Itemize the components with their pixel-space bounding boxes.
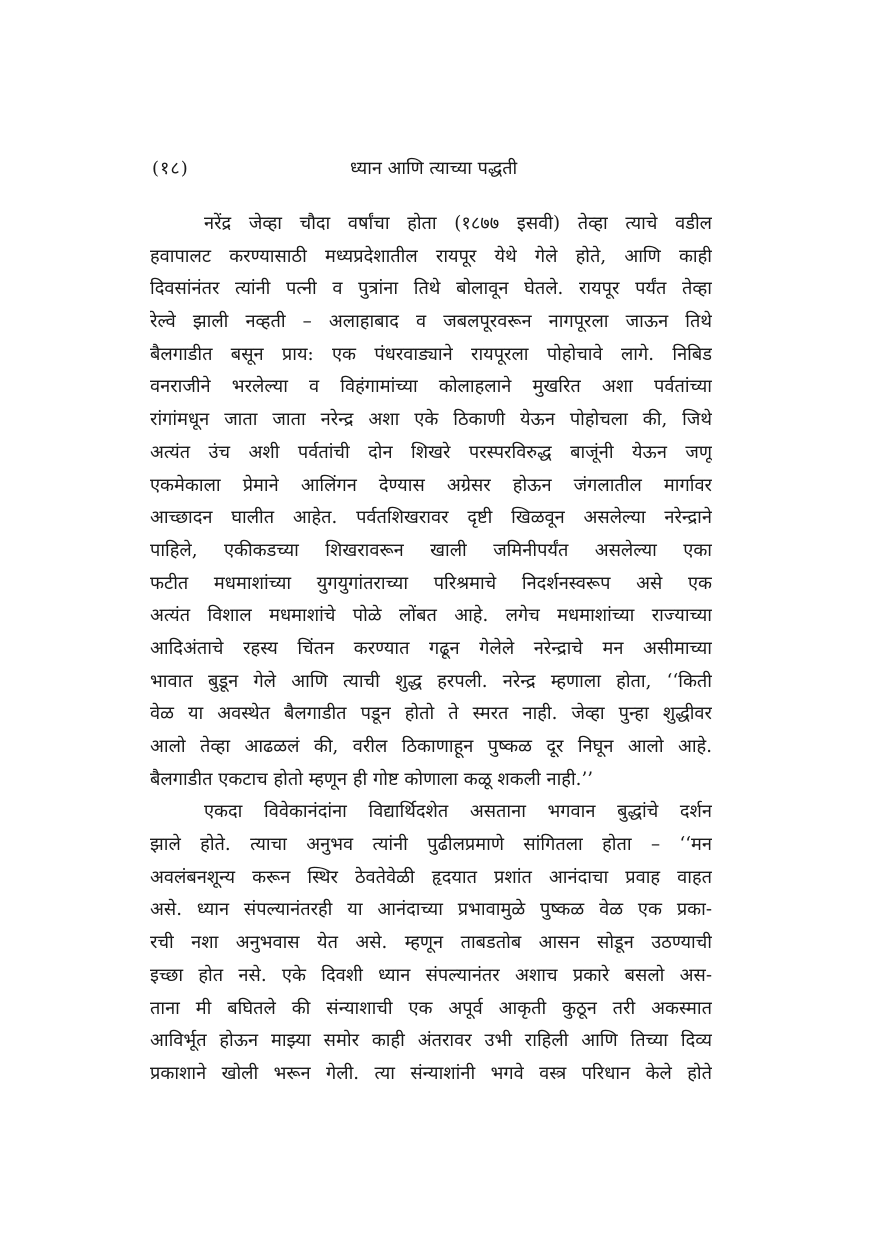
text-line: रेल्वे झाली नव्हती – अलाहाबाद व जबलपूरवरून नागपूरला जाऊन तिथे [150,311,712,333]
text-line: प्रकाशाने खोली भरून गेली. त्या संन्याशांनी भगवे वस्त्र परिधान केले होते [150,1062,712,1084]
text-line: असे. ध्यान संपल्यानंतरही या आनंदाच्या प्रभावामुळे पुष्कळ वेळ एक प्रका- [150,899,712,921]
text-line: फटीत मधमाशांच्या युगयुगांतराच्या परिश्रमाचे निदर्शनस्वरूप असे एक [150,572,712,594]
text-line: दिवसांनंतर त्यांनी पत्नी व पुत्रांना तिथे बोलावून घेतले. रायपूर पर्यंत तेव्हा [150,278,712,300]
text-line: ताना मी बघितले की संन्याशाची एक अपूर्व आकृती कुठून तरी अकस्मात [150,997,712,1019]
text-line: अवलंबनशून्य करून स्थिर ठेवतेवेळी हृदयात प्रशांत आनंदाचा प्रवाह वाहत [150,866,712,888]
text-line: इच्छा होत नसे. एके दिवशी ध्यान संपल्यानंतर अशाच प्रकारे बसलो अस- [150,964,712,986]
body-text [150,208,712,1091]
text-line: झाले होते. त्याचा अनुभव त्यांनी पुढीलप्रमाणे सांगितला होता – ‘‘मन [150,834,712,856]
running-head [150,156,730,182]
text-line: आदिअंताचे रहस्य चिंतन करण्यात गढून गेलेले नरेन्द्राचे मन असीमाच्या [150,637,712,659]
text-line: नरेंद्र जेव्हा चौदा वर्षांचा होता (१८७७ इसवी) तेव्हा त्याचे वडील [204,213,712,234]
text-line: एकमेकाला प्रेमाने आलिंगन देण्यास अग्रेसर होऊन जंगलातील मार्गावर [150,474,712,496]
text-line: भावात बुडून गेले आणि त्याची शुद्ध हरपली. नरेन्द्र म्हणाला होता, ‘‘किती [150,670,712,692]
running-title: ध्यान आणि त्याच्या पद्धती [350,158,518,179]
text-line: वेळ या अवस्थेत बैलगाडीत पडून होतो ते स्मरत नाही. जेव्हा पुन्हा शुद्धीवर [150,703,712,725]
text-line: रची नशा अनुभवास येत असे. म्हणून ताबडतोब आसन सोडून उठण्याची [150,932,712,954]
text-line: हवापालट करण्यासाठी मध्यप्रदेशातील रायपूर येथे गेले होते, आणि काही [150,245,712,267]
text-line: आलो तेव्हा आढळलं की, वरील ठिकाणाहून पुष्कळ दूर निघून आलो आहे. [150,736,712,757]
text-line: बैलगाडीत एकटाच होतो म्हणून ही गोष्ट कोणाला कळू शकली नाही.’’ [150,768,594,790]
text-line: आविर्भूत होऊन माझ्या समोर काही अंतरावर उभी राहिली आणि तिच्या दिव्य [150,1030,712,1052]
page-number: (१८) [152,158,189,179]
text-line: अत्यंत उंच अशी पर्वतांची दोन शिखरे परस्परविरुद्ध बाजूंनी येऊन जणू [150,441,712,463]
text-line: बैलगाडीत बसून प्राय: एक पंधरवाड्याने रायपूरला पोहोचावे लागे. निबिड [150,343,712,365]
text-line: रांगांमधून जाता जाता नरेन्द्र अशा एके ठिकाणी येऊन पोहोचला की, जिथे [150,409,712,431]
text-line: अत्यंत विशाल मधमाशांचे पोळे लोंबत आहे. लगेच मधमाशांच्या राज्याच्या [150,605,712,627]
text-line: पाहिले, एकीकडच्या शिखरावरून खाली जमिनीपर्यंत असलेल्या एका [150,539,712,561]
text-line: वनराजीने भरलेल्या व विहंगामांच्या कोलाहलाने मुखरित अशा पर्वतांच्या [150,376,712,398]
text-line: आच्छादन घालीत आहेत. पर्वतशिखरावर दृष्टी खिळवून असलेल्या नरेन्द्राने [150,507,712,529]
text-line: एकदा विवेकानंदांना विद्यार्थिदशेत असताना भगवान बुद्धांचे दर्शन [204,801,712,823]
